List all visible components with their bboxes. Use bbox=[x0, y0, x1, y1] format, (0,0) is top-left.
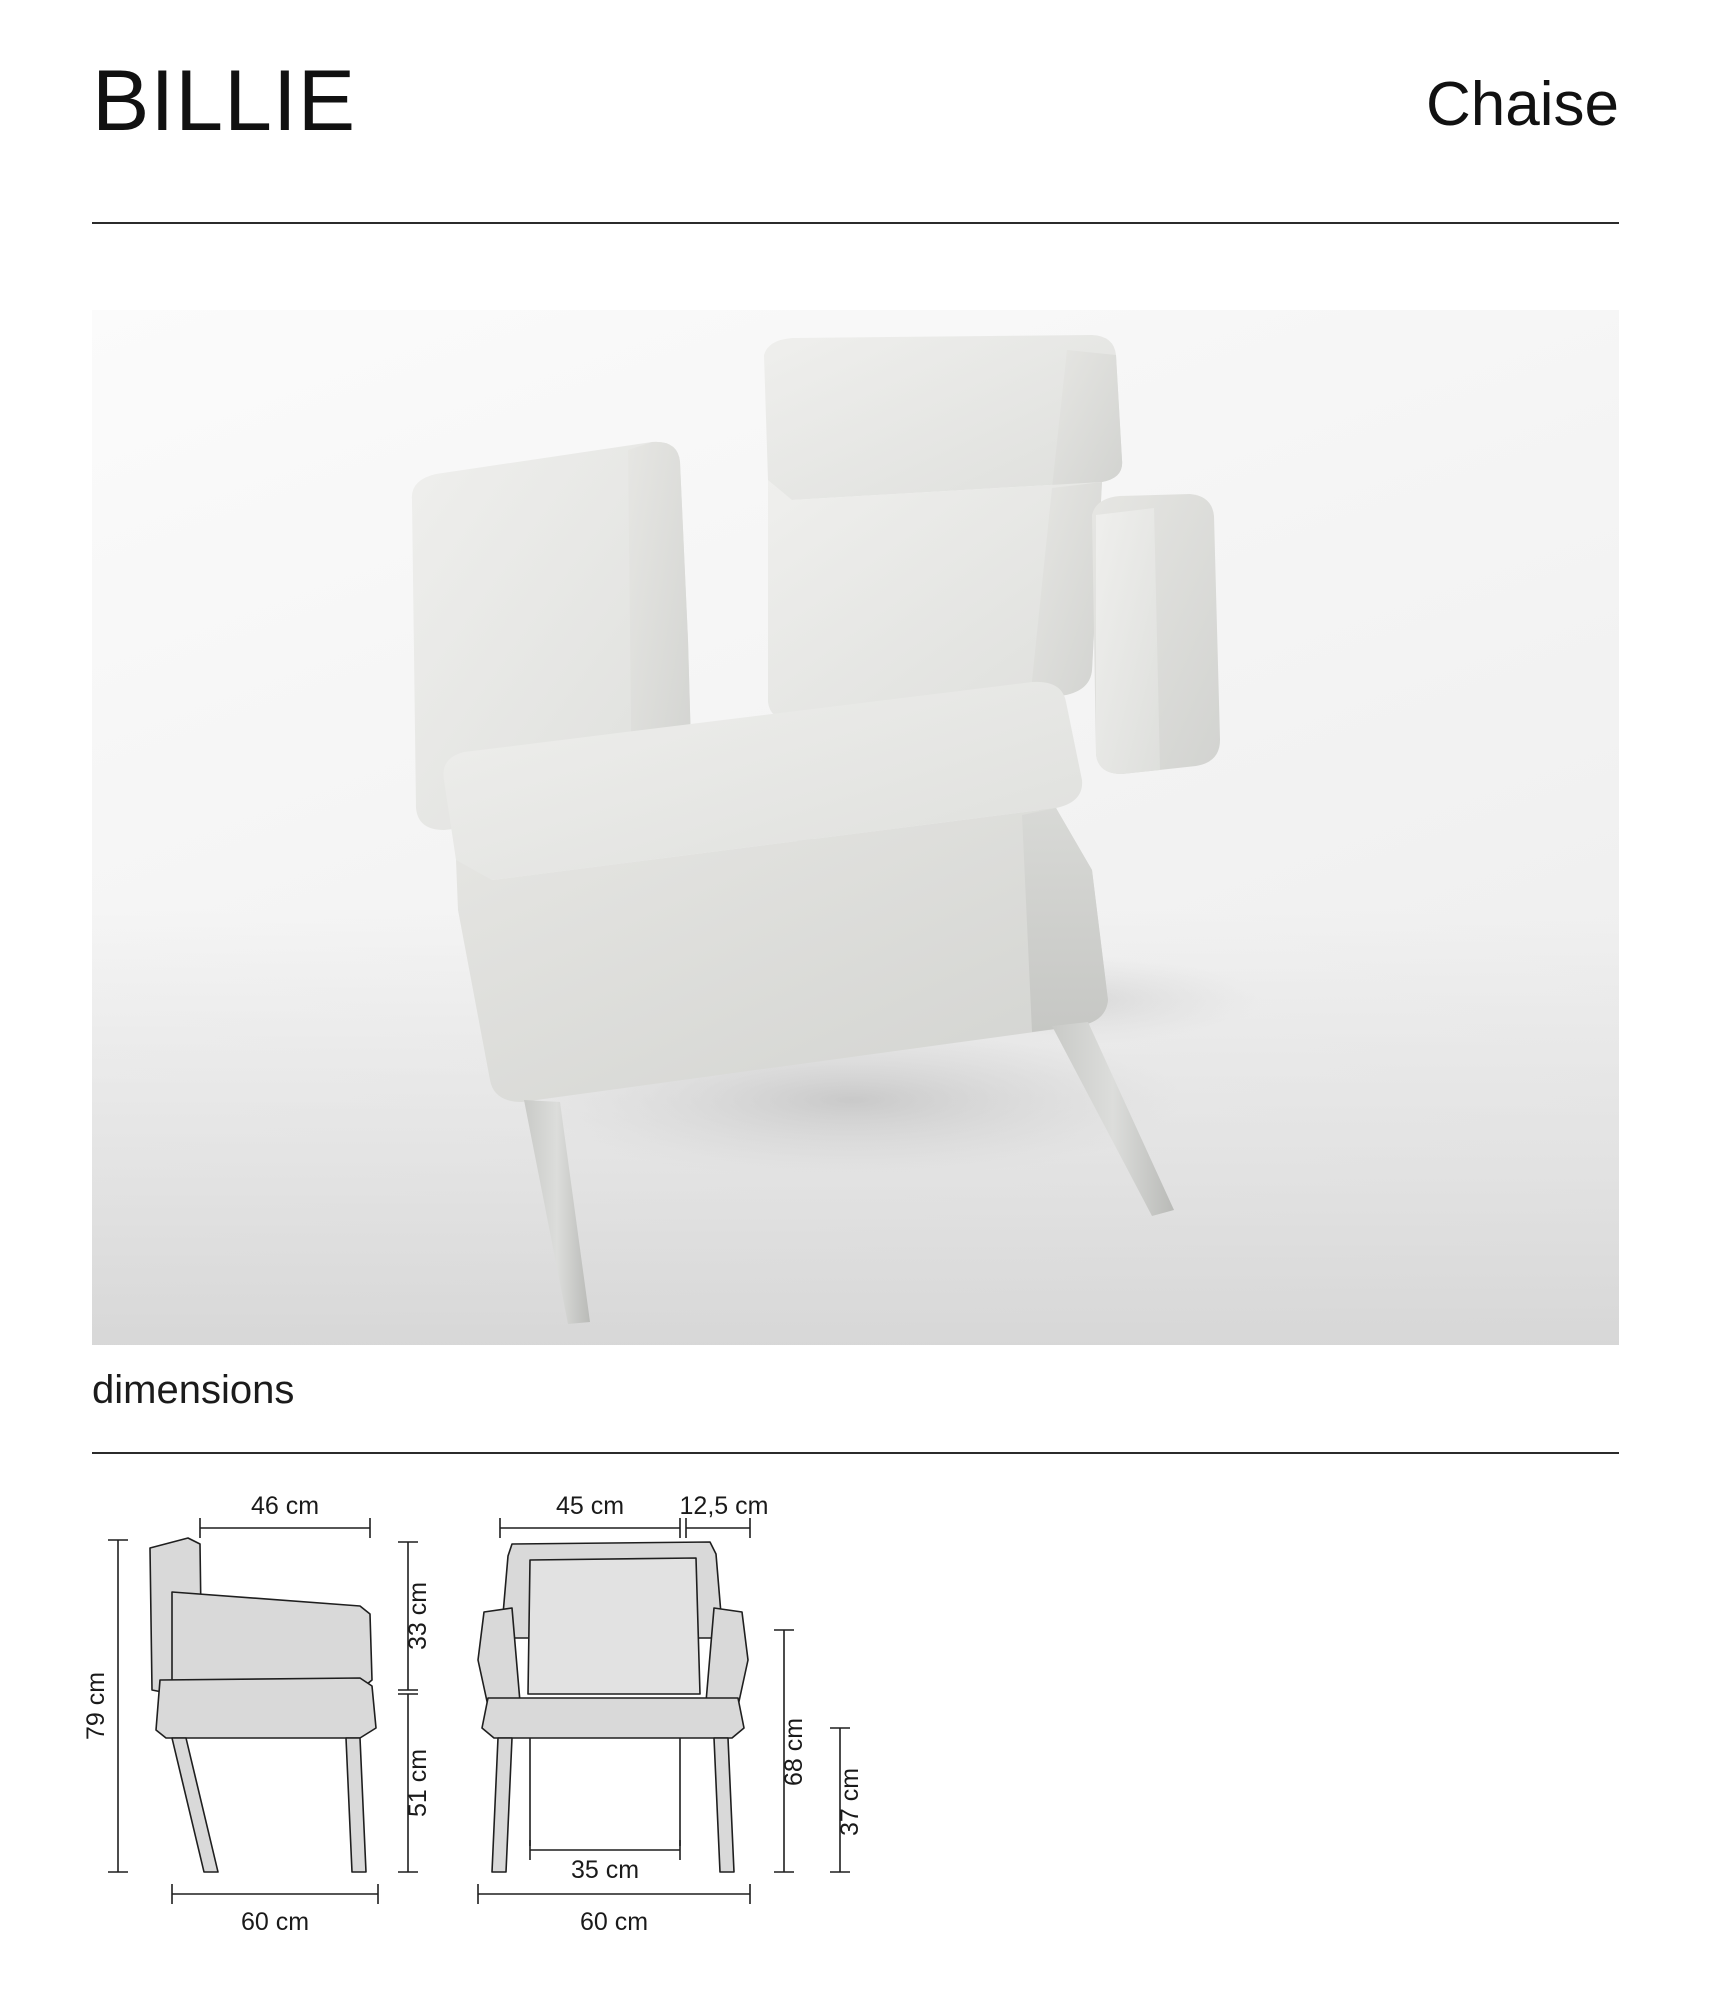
front-arm-width-label: 12,5 cm bbox=[679, 1492, 769, 1520]
product-photo bbox=[92, 310, 1619, 1345]
dimensions-heading: dimensions bbox=[92, 1368, 295, 1412]
front-view-group bbox=[478, 1542, 748, 1872]
front-arm-height-label: 68 cm bbox=[780, 1717, 808, 1787]
product-type-label: Chaise bbox=[1426, 70, 1619, 139]
side-back-height-label: 33 cm bbox=[404, 1581, 432, 1651]
side-top-width-label: 46 cm bbox=[250, 1492, 320, 1520]
page-header bbox=[92, 53, 1619, 198]
dimensions-divider bbox=[92, 1452, 1619, 1454]
front-inner-width-label: 35 cm bbox=[570, 1856, 640, 1884]
dimension-drawings-svg bbox=[60, 1480, 1660, 1950]
front-seat-width-label: 45 cm bbox=[555, 1492, 625, 1520]
side-view-group bbox=[150, 1538, 376, 1872]
side-depth-label: 60 cm bbox=[240, 1908, 310, 1936]
side-total-height-label: 79 cm bbox=[82, 1671, 110, 1741]
header-divider bbox=[92, 222, 1619, 224]
page-title: BILLIE bbox=[92, 53, 357, 149]
side-leg-height-label: 51 cm bbox=[404, 1748, 432, 1818]
front-seat-height-label: 37 cm bbox=[836, 1767, 864, 1837]
front-total-width-label: 60 cm bbox=[579, 1908, 649, 1936]
chair-illustration bbox=[92, 310, 1619, 1345]
dimensions-diagrams bbox=[60, 1480, 1660, 1950]
